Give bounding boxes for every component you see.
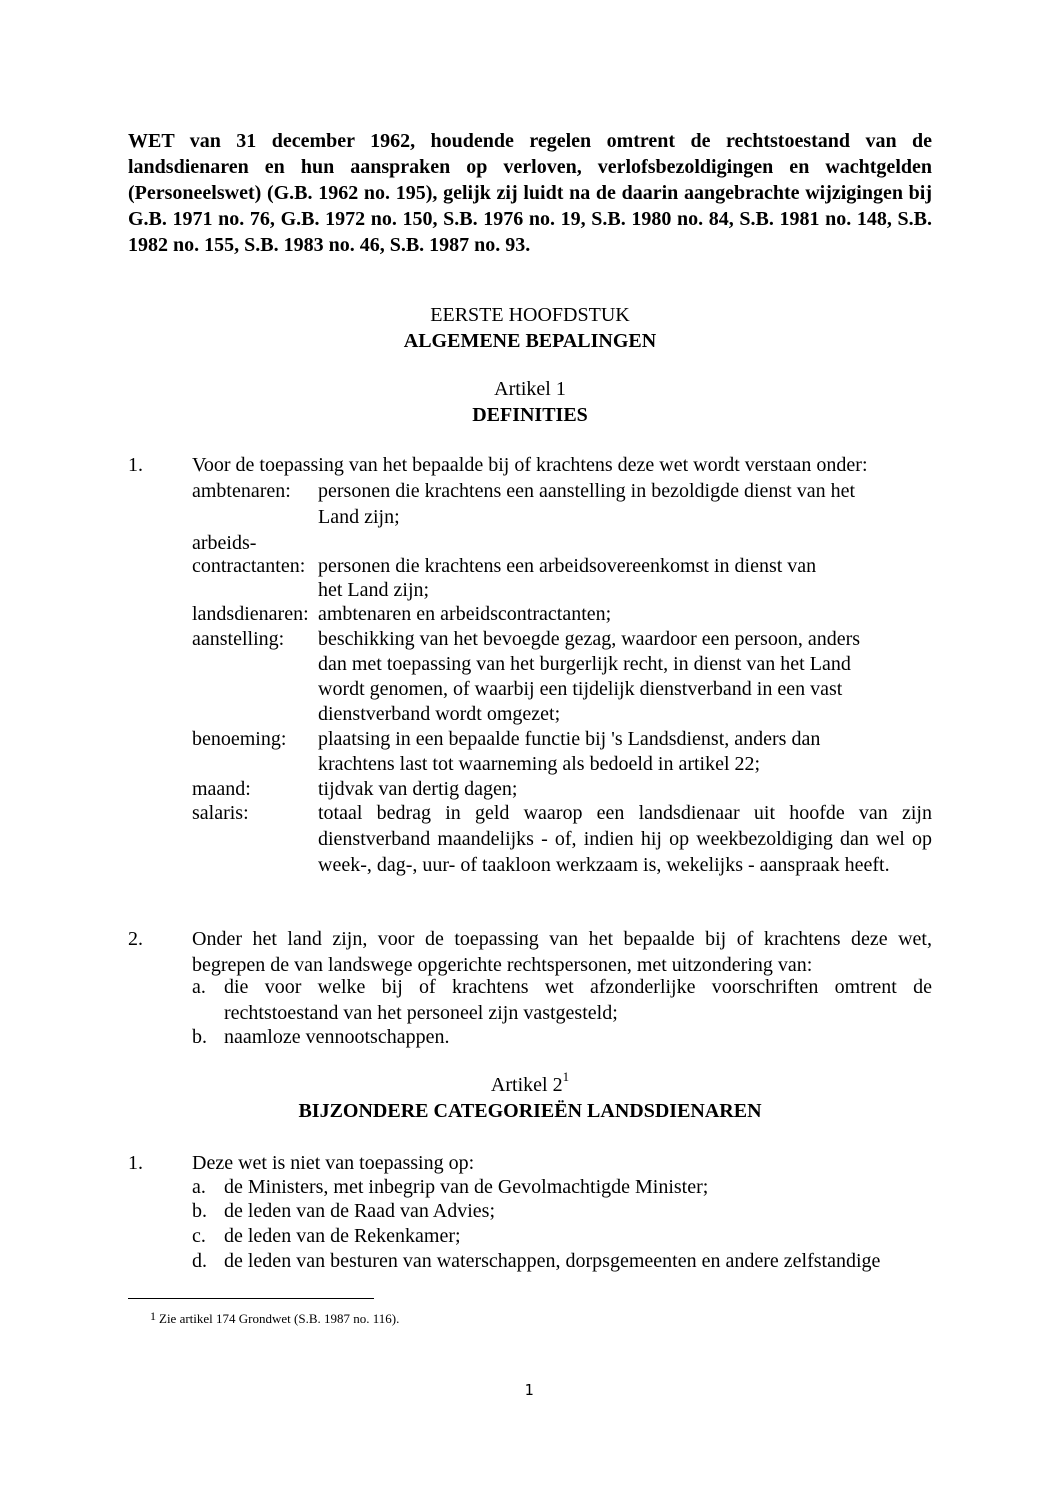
definition-line: tijdvak van dertig dagen; bbox=[318, 778, 518, 800]
list-item: de leden van de Rekenkamer; bbox=[224, 1225, 461, 1247]
definition-line: wordt genomen, of waarbij een tijdelijk dienstverband in een vast bbox=[318, 678, 843, 700]
chapter-title: ALGEMENE BEPALINGEN bbox=[403, 330, 657, 352]
definition-line: krachtens last tot waarneming als bedoeld in artikel 22; bbox=[318, 753, 761, 775]
list-letter: b. bbox=[192, 1026, 207, 1048]
article2-label bbox=[128, 1069, 932, 1098]
definition-term: maand: bbox=[192, 778, 251, 800]
article2-label-text: Artikel 2 bbox=[490, 1074, 563, 1096]
list-letter: a. bbox=[192, 1176, 206, 1198]
paragraph-lead: Voor de toepassing van het bepaalde bij of krachtens deze wet wordt verstaan onder: bbox=[192, 454, 868, 476]
footnote-mark: 1 bbox=[150, 1309, 156, 1323]
intro-paragraph: WET van 31 december 1962, houdende regelen omtrent de rechtstoestand van de landsdienaren en hun aanspraken op verloven, verlofsbezoldigingen en wachtgelden (Personeelswet) (G.B. 1962 no. 195), gelijk zij luidt na de daarin aangebrachte wijzigingen bij G.B. 1971 no. 76, G.B. 1972 no. 150, S.B. 1976 no. 19, S.B. 1980 no. 84, S.B. 1981 no. 148, S.B. 1982 no. 155, S.B. 1983 no. 46, S.B. 1987 no. 93. bbox=[128, 130, 932, 256]
chapter-label: EERSTE HOOFDSTUK bbox=[430, 304, 630, 326]
definition-line: beschikking van het bevoegde gezag, waardoor een persoon, anders bbox=[318, 628, 861, 650]
definition-term: benoeming: bbox=[192, 728, 287, 750]
definition-line: dienstverband wordt omgezet; bbox=[318, 703, 561, 725]
definition-term: contractanten: bbox=[192, 555, 306, 577]
definition-line: het Land zijn; bbox=[318, 579, 430, 601]
footnote bbox=[150, 1311, 399, 1327]
definition-line: Land zijn; bbox=[318, 506, 400, 528]
page-number: 1 bbox=[524, 1381, 534, 1399]
list-letter: c. bbox=[192, 1225, 206, 1247]
definition-term: salaris: bbox=[192, 802, 249, 824]
footnote-text: Zie artikel 174 Grondwet (S.B. 1987 no. 116). bbox=[159, 1311, 400, 1326]
list-item: naamloze vennootschappen. bbox=[224, 1026, 450, 1048]
definition-line: ambtenaren en arbeidscontractanten; bbox=[318, 603, 612, 625]
list-item: de leden van de Raad van Advies; bbox=[224, 1200, 496, 1222]
paragraph-number: 1. bbox=[128, 1152, 143, 1174]
definition-term: aanstelling: bbox=[192, 628, 285, 650]
list-letter: a. bbox=[192, 976, 206, 998]
paragraph-lead: Onder het land zijn, voor de toepassing van het bepaalde bij of krachtens deze wet, begrepen de van landswege opgerichte rechtspersonen, met uitzondering van: bbox=[192, 928, 932, 976]
footnote-ref[interactable]: 1 bbox=[562, 1069, 570, 1085]
definition-term: ambtenaren: bbox=[192, 480, 291, 502]
definition-term: landsdienaren: bbox=[192, 603, 309, 625]
paragraph-number: 1. bbox=[128, 454, 143, 476]
paragraph-lead: Deze wet is niet van toepassing op: bbox=[192, 1152, 475, 1174]
definition-line: personen die krachtens een aanstelling in bezoldigde dienst van het bbox=[318, 480, 856, 502]
list-item: de Ministers, met inbegrip van de Gevolmachtigde Minister; bbox=[224, 1176, 709, 1198]
article2-title: BIJZONDERE CATEGORIEËN LANDSDIENAREN bbox=[298, 1100, 762, 1122]
definition-line: dan met toepassing van het burgerlijk recht, in dienst van het Land bbox=[318, 653, 851, 675]
definition-line: personen die krachtens een arbeidsovereenkomst in dienst van bbox=[318, 555, 817, 577]
paragraph-number: 2. bbox=[128, 928, 143, 950]
footnote-separator bbox=[128, 1298, 374, 1299]
list-item: die voor welke bij of krachtens wet afzonderlijke voorschriften omtrent de rechtstoestand van het personeel zijn vastgesteld; bbox=[224, 976, 932, 1024]
definition-line: plaatsing in een bepaalde functie bij 's Landsdienst, anders dan bbox=[318, 728, 821, 750]
article1-label: Artikel 1 bbox=[494, 378, 566, 400]
definition-term: arbeids- bbox=[192, 532, 257, 554]
list-item: de leden van besturen van waterschappen, dorpsgemeenten en andere zelfstandige bbox=[224, 1250, 881, 1272]
definition-text: totaal bedrag in geld waarop een landsdienaar uit hoofde van zijn dienstverband maandelijks - of, indien hij op weekbezoldiging dan wel op week-, dag-, uur- of taakloon werkzaam is, wekelijks - aanspraak heeft. bbox=[318, 802, 932, 876]
list-letter: d. bbox=[192, 1250, 207, 1272]
list-letter: b. bbox=[192, 1200, 207, 1222]
article1-title: DEFINITIES bbox=[472, 404, 588, 426]
